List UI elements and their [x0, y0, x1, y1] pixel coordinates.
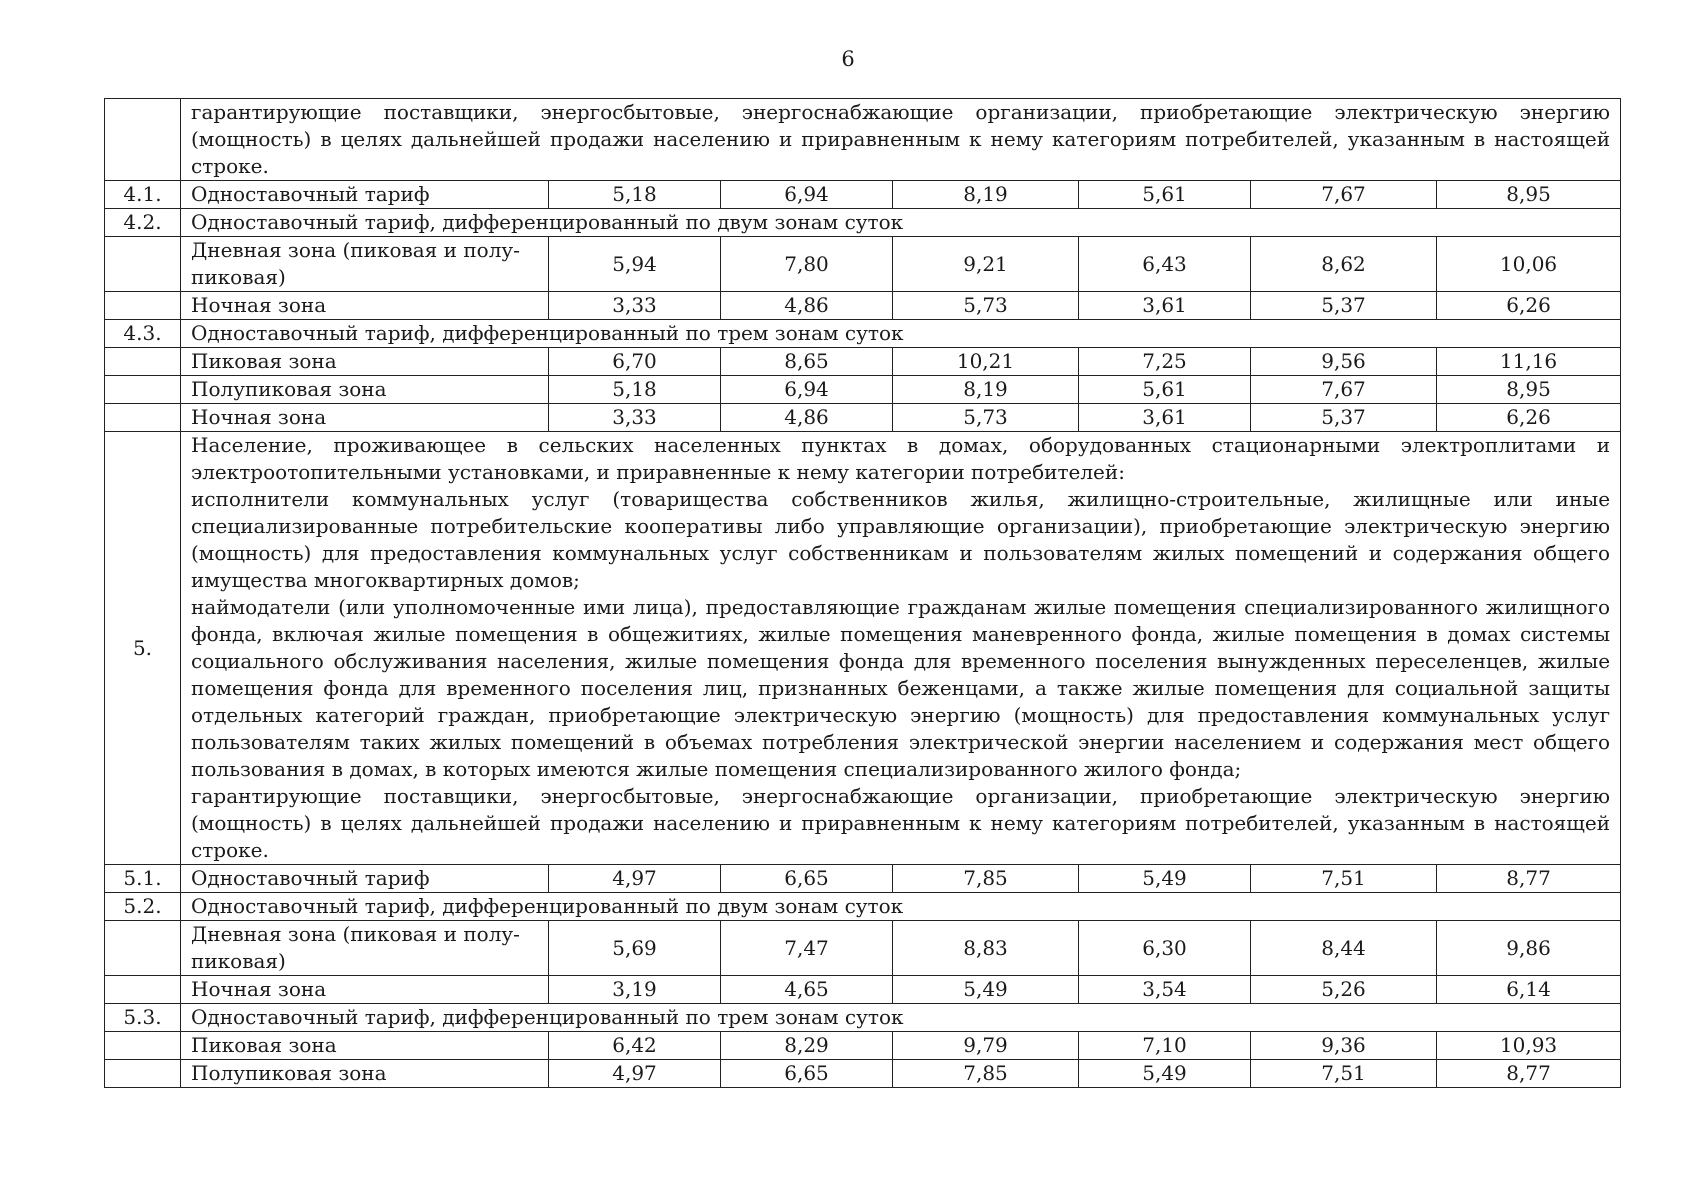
- tariff-value: 8,83: [893, 921, 1079, 976]
- tariff-value: 5,49: [1079, 865, 1251, 893]
- row-number: [105, 99, 181, 181]
- row-number: 4.3.: [105, 320, 181, 348]
- tariff-value: 3,33: [549, 404, 721, 432]
- tariff-value: 8,95: [1437, 181, 1621, 209]
- table-row: [105, 348, 1621, 376]
- tariff-value: 7,25: [1079, 348, 1251, 376]
- tariff-value: 7,67: [1251, 376, 1437, 404]
- tariff-value: 5,18: [549, 376, 721, 404]
- tariff-value: 6,26: [1437, 404, 1621, 432]
- page-number: 6: [841, 47, 855, 71]
- row-number: [105, 1060, 181, 1088]
- tariff-value: 6,65: [721, 865, 893, 893]
- tariff-label: Одноставочный тариф, дифференцированный по двум зонам суток: [181, 893, 1621, 921]
- row-number: 5.1.: [105, 865, 181, 893]
- tariff-value: 3,61: [1079, 404, 1251, 432]
- category-description: гарантирующие поставщики, энергосбытовые, энергоснабжающие организации, приобретающие электрическую энергию (мощность) в целях дальнейшей продажи населению и приравненным к нему категориям потребителей, указанным в настоящей строке.: [181, 99, 1621, 181]
- row-number: [105, 404, 181, 432]
- table-row: [105, 921, 1621, 976]
- tariff-value: 6,30: [1079, 921, 1251, 976]
- tariff-value: 5,69: [549, 921, 721, 976]
- description-paragraph: исполнители коммунальных услуг (товарищества собственников жилья, жилищно-строительные, жилищные или иные специализированные потребительские кооперативы либо управляющие организации), приобретающие электрическую энергию (мощность) для предоставления коммунальных услуг собственникам и пользователям жилых помещений и содержания общего имущества многоквартирных домов;: [191, 487, 1611, 592]
- tariff-value: 5,61: [1079, 376, 1251, 404]
- tariff-value: 7,85: [893, 865, 1079, 893]
- description-paragraph: наймодатели (или уполномоченные ими лица), предоставляющие гражданам жилые помещения специализированного жилищного фонда, включая жилые помещения в общежитиях, жилые помещения маневренного фонда, жилые помещения в домах системы социального обслуживания населения, жилые помещения фонда для временного поселения вынужденных переселенцев, жилые помещения фонда для временного поселения лиц, признанных беженцами, а также жилые помещения для социальной защиты отдельных категорий граждан, приобретающие электрическую энергию (мощность) для предоставления коммунальных услуг пользователям таких жилых помещений в объемах потребления электрической энергии населением и содержания мест общего пользования в домах, в которых имеются жилые помещения специализированного жилого фонда;: [191, 595, 1611, 781]
- tariff-value: 4,86: [721, 404, 893, 432]
- table-row: [105, 99, 1621, 181]
- tariff-value: 6,65: [721, 1060, 893, 1088]
- tariff-value: 4,65: [721, 976, 893, 1004]
- tariff-value: 7,80: [721, 237, 893, 292]
- table-row: [105, 1004, 1621, 1032]
- description-paragraph: Население, проживающее в сельских населенных пунктах в домах, оборудованных стационарными электроплитами и электроотопительными установками, и приравненные к нему категории потребителей:: [191, 433, 1611, 484]
- tariff-value: 8,19: [893, 376, 1079, 404]
- tariff-value: 5,26: [1251, 976, 1437, 1004]
- tariff-value: 9,21: [893, 237, 1079, 292]
- tariff-value: 7,51: [1251, 865, 1437, 893]
- category-description: [181, 432, 1621, 865]
- tariff-value: 9,79: [893, 1032, 1079, 1060]
- tariff-value: 6,14: [1437, 976, 1621, 1004]
- tariff-value: 10,21: [893, 348, 1079, 376]
- tariff-value: 4,97: [549, 865, 721, 893]
- tariff-value: 6,94: [721, 181, 893, 209]
- tariff-value: 8,62: [1251, 237, 1437, 292]
- tariff-value: 6,42: [549, 1032, 721, 1060]
- tariff-value: 5,73: [893, 404, 1079, 432]
- tariff-table: [104, 98, 1621, 1088]
- tariff-value: 7,47: [721, 921, 893, 976]
- tariff-value: 5,37: [1251, 404, 1437, 432]
- tariff-value: 9,56: [1251, 348, 1437, 376]
- tariff-value: 9,36: [1251, 1032, 1437, 1060]
- table-row: [105, 209, 1621, 237]
- tariff-value: 7,10: [1079, 1032, 1251, 1060]
- tariff-value: 8,44: [1251, 921, 1437, 976]
- tariff-label: Одноставочный тариф: [181, 181, 549, 209]
- table-row: [105, 404, 1621, 432]
- row-number: 5.3.: [105, 1004, 181, 1032]
- tariff-value: 8,77: [1437, 865, 1621, 893]
- zone-label: Ночная зона: [181, 976, 549, 1004]
- tariff-label: Одноставочный тариф, дифференцированный по трем зонам суток: [181, 320, 1621, 348]
- tariff-value: 4,97: [549, 1060, 721, 1088]
- row-number: [105, 976, 181, 1004]
- tariff-value: 5,37: [1251, 292, 1437, 320]
- tariff-label: Одноставочный тариф, дифференцированный по двум зонам суток: [181, 209, 1621, 237]
- tariff-value: 10,93: [1437, 1032, 1621, 1060]
- tariff-value: 6,26: [1437, 292, 1621, 320]
- row-number: [105, 921, 181, 976]
- row-number: 5.: [105, 432, 181, 865]
- zone-label: Дневная зона (пиковая и полу-пиковая): [181, 921, 549, 976]
- tariff-value: 4,86: [721, 292, 893, 320]
- tariff-value: 3,19: [549, 976, 721, 1004]
- tariff-value: 7,51: [1251, 1060, 1437, 1088]
- table-row: [105, 1032, 1621, 1060]
- tariff-value: 6,70: [549, 348, 721, 376]
- tariff-value: 8,77: [1437, 1060, 1621, 1088]
- row-number: [105, 292, 181, 320]
- tariff-value: 3,61: [1079, 292, 1251, 320]
- tariff-value: 5,61: [1079, 181, 1251, 209]
- tariff-value: 7,85: [893, 1060, 1079, 1088]
- tariff-value: 5,49: [1079, 1060, 1251, 1088]
- tariff-label: Одноставочный тариф, дифференцированный по трем зонам суток: [181, 1004, 1621, 1032]
- tariff-value: 9,86: [1437, 921, 1621, 976]
- table-row: [105, 1060, 1621, 1088]
- tariff-value: 5,94: [549, 237, 721, 292]
- row-number: [105, 376, 181, 404]
- row-number: 4.2.: [105, 209, 181, 237]
- tariff-value: 7,67: [1251, 181, 1437, 209]
- zone-label: Полупиковая зона: [181, 376, 549, 404]
- tariff-value: 8,65: [721, 348, 893, 376]
- table-row: [105, 865, 1621, 893]
- row-number: [105, 1032, 181, 1060]
- zone-label: Дневная зона (пиковая и полу-пиковая): [181, 237, 549, 292]
- tariff-value: 3,54: [1079, 976, 1251, 1004]
- table-row: [105, 320, 1621, 348]
- row-number: [105, 237, 181, 292]
- table-row: [105, 292, 1621, 320]
- row-number: [105, 348, 181, 376]
- tariff-label: Одноставочный тариф: [181, 865, 549, 893]
- row-number: 4.1.: [105, 181, 181, 209]
- table-row: [105, 237, 1621, 292]
- table-row: [105, 976, 1621, 1004]
- table-row: [105, 181, 1621, 209]
- row-number: 5.2.: [105, 893, 181, 921]
- tariff-value: 8,19: [893, 181, 1079, 209]
- zone-label: Ночная зона: [181, 292, 549, 320]
- tariff-value: 11,16: [1437, 348, 1621, 376]
- tariff-value: 6,43: [1079, 237, 1251, 292]
- tariff-value: 5,49: [893, 976, 1079, 1004]
- zone-label: Ночная зона: [181, 404, 549, 432]
- tariff-value: 3,33: [549, 292, 721, 320]
- tariff-value: 10,06: [1437, 237, 1621, 292]
- zone-label: Пиковая зона: [181, 348, 549, 376]
- table-row: [105, 432, 1621, 865]
- tariff-value: 8,29: [721, 1032, 893, 1060]
- zone-label: Пиковая зона: [181, 1032, 549, 1060]
- tariff-value: 6,94: [721, 376, 893, 404]
- tariff-value: 5,18: [549, 181, 721, 209]
- table-row: [105, 376, 1621, 404]
- tariff-value: 8,95: [1437, 376, 1621, 404]
- zone-label: Полупиковая зона: [181, 1060, 549, 1088]
- tariff-value: 5,73: [893, 292, 1079, 320]
- description-paragraph: гарантирующие поставщики, энергосбытовые, энергоснабжающие организации, приобретающие электрическую энергию (мощность) в целях дальнейшей продажи населению и приравненным к нему категориям потребителей, указанным в настоящей строке.: [191, 784, 1611, 862]
- table-row: [105, 893, 1621, 921]
